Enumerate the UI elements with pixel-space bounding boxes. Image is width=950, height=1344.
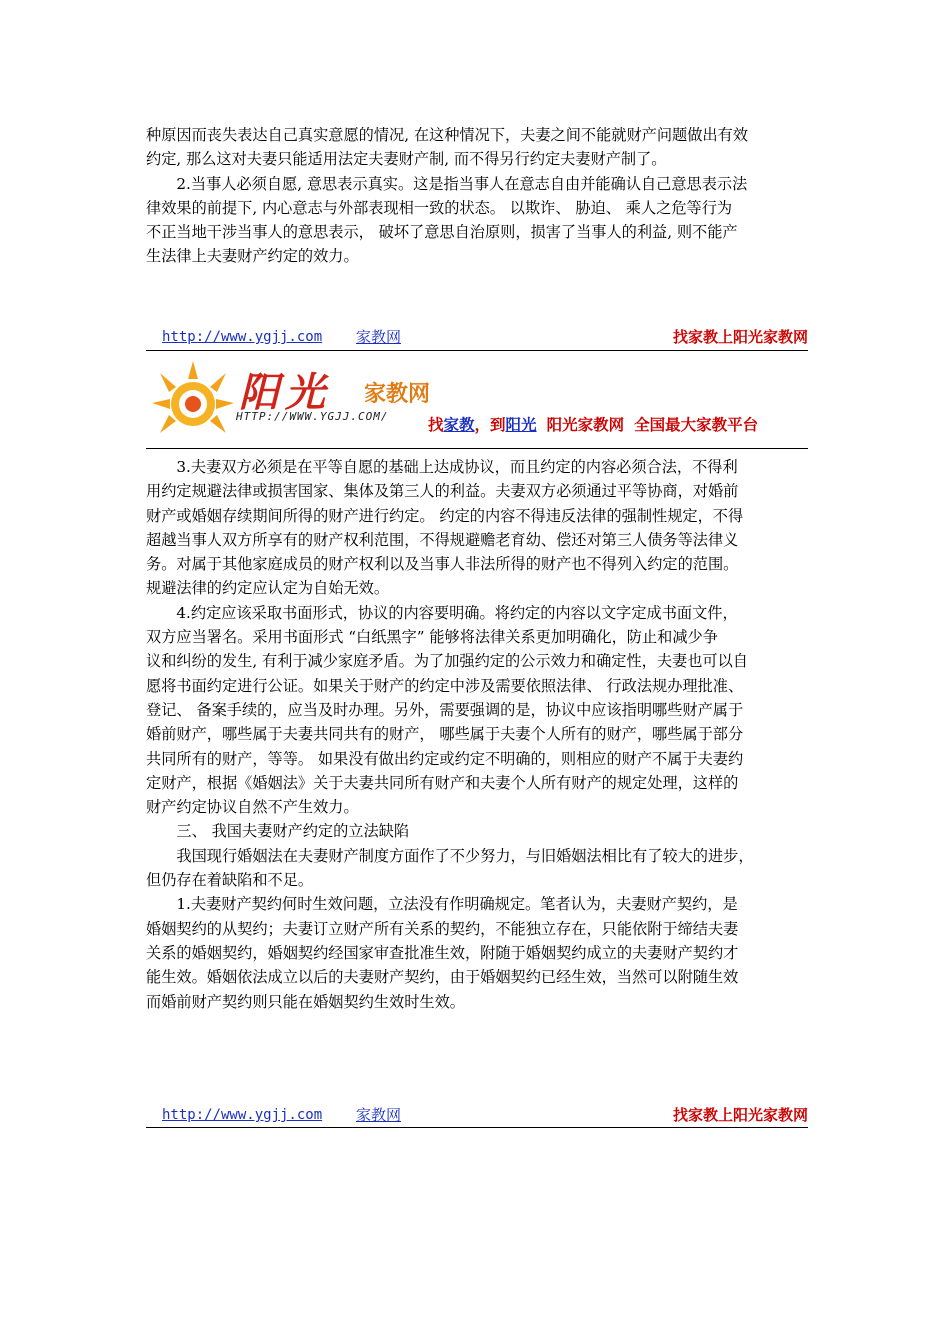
sun-logo-icon [150,359,236,441]
paragraph-line: 议和纠纷的发生, 有利于减少家庭矛盾。为了加强约定的公示效力和确定性，夫妻也可以自 [146,652,748,671]
text-block-main [146,455,810,1014]
paragraph-line: 种原因而丧失表达自己真实意愿的情况, 在这种情况下，夫妻之间不能就财产问题做出有效 [146,126,748,144]
paragraph-line: 律效果的前提下, 内心意志与外部表现相一致的状态。 以欺诈、 胁迫、 乘人之危等行为 [146,198,733,217]
footer-slogan: 找家教上阳光家教网 [672,328,808,346]
paragraph-line: 双方应当署名。采用书面形式 “白纸黑字” 能够将法律关系更加明确化，防止和减少争 [146,628,718,647]
footer-site-link[interactable]: 家教网 [356,1106,402,1124]
paragraph-line: 共同所有的财产，等等。 如果没有做出约定或约定不明确的，则相应的财产不属于夫妻约 [146,749,744,768]
paragraph-line: 财产或婚姻存续期间所得的财产进行约定。 约定的内容不得违反法律的强制性规定，不得 [146,506,744,525]
promo-link-jiajiao[interactable]: 家教 [443,416,475,434]
paragraph-line: 定财产，根据《婚姻法》关于夫妻共同所有财产和夫妻个人所有财产的规定处理，这样的 [146,773,739,792]
footer-rule-2 [146,1127,808,1128]
paragraph-line: 但仍存在着缺陷和不足。 [146,871,314,890]
footer-url-link[interactable]: http://www.ygjj.com [162,329,323,345]
paragraph-line: 约定, 那么这对夫妻只能适用法定夫妻财产制, 而不得另行约定夫妻财产制了。 [146,150,667,169]
logo-url: HTTP://WWW.YGJJ.COM/ [236,410,389,423]
paragraph-line: 婚姻契约的从契约；夫妻订立财产所有关系的契约，不能独立存在，只能依附于缔结夫妻 [146,919,739,938]
paragraph-line: 财产约定协议自然不产生效力。 [146,798,359,817]
promo-tagline: 全国最大家教平台 [634,416,759,434]
promo-text-1: 找 [428,416,444,434]
paragraph-line: 我国现行婚姻法在夫妻财产制度方面作了不少努力，与旧婚姻法相比有了较大的进步， [176,846,754,865]
promo-site-name: 阳光家教网 [546,416,625,434]
paragraph-line: 3.夫妻双方必须是在平等自愿的基础上达成协议，而且约定的内容必须合法，不得利 [176,458,738,476]
paragraph-line: 能生效。婚姻依法成立以后的夫妻财产契约，由于婚姻契约已经生效，当然可以附随生效 [146,968,739,987]
paragraph-line: 登记、 备案手续的，应当及时办理。另外，需要强调的是，协议中应该指明哪些财产属于 [146,700,744,719]
banner-rule [146,448,808,449]
paragraph-line: 婚前财产，哪些属于夫妻共同共有的财产， 哪些属于夫妻个人所有的财产，哪些属于部分 [146,725,744,744]
logo-subtitle: 家教网 [364,382,431,407]
footer-rule-1 [146,350,808,351]
paragraph-line: 而婚前财产契约则只能在婚姻契约生效时生效。 [146,992,465,1011]
paragraph-line: 关系的婚姻契约，婚姻契约经国家审查批准生效，附随于婚姻契约成立的夫妻财产契约才 [146,943,739,962]
paragraph-line: 生法律上夫妻财产约定的效力。 [146,247,359,266]
logo-title: 阳光 [239,369,331,416]
promo-link-yangguang[interactable]: 阳光 [505,416,537,434]
paragraph-line: 务。对属于其他家庭成员的财产权利以及当事人非法所得的财产也不得列入约定的范围。 [146,555,739,574]
paragraph-line: 规避法律的约定应认定为自始无效。 [146,579,389,598]
paragraph-line: 1.夫妻财产契约何时生效问题，立法没有作明确规定。笔者认为，夫妻财产契约，是 [176,895,738,914]
paragraph-line: 不正当地干涉当事人的意思表示， 破坏了意思自治原则，损害了当事人的利益, 则不能产 [146,223,738,242]
footer-slogan: 找家教上阳光家教网 [672,1106,808,1124]
banner-promo [428,413,758,435]
paragraph-line: 三、 我国夫妻财产约定的立法缺陷 [176,822,410,841]
header-banner [146,353,808,445]
paragraph-line: 愿将书面约定进行公证。如果关于财产的约定中涉及需要依照法律、 行政法规办理批准、 [146,676,744,695]
footer-url-link[interactable]: http://www.ygjj.com [162,1107,323,1123]
paragraph-line: 2.当事人必须自愿, 意思表示真实。这是指当事人在意志自由并能确认自己意思表示法 [176,174,748,193]
paragraph-line: 4.约定应该采取书面形式，协议的内容要明确。将约定的内容以文字定成书面文件， [176,603,738,622]
promo-text-2: ，到 [474,416,506,434]
paragraph-line: 用约定规避法律或损害国家、集体及第三人的利益。夫妻双方必须通过平等协商，对婚前 [146,482,739,501]
page-footer-1 [146,326,808,348]
paragraph-line: 超越当事人双方所享有的财产权利范围，不得规避赡老育幼、偿还对第三人债务等法律义 [146,530,739,549]
page-footer-2 [146,1104,808,1126]
footer-site-link[interactable]: 家教网 [356,328,402,346]
text-block-top [146,123,810,269]
